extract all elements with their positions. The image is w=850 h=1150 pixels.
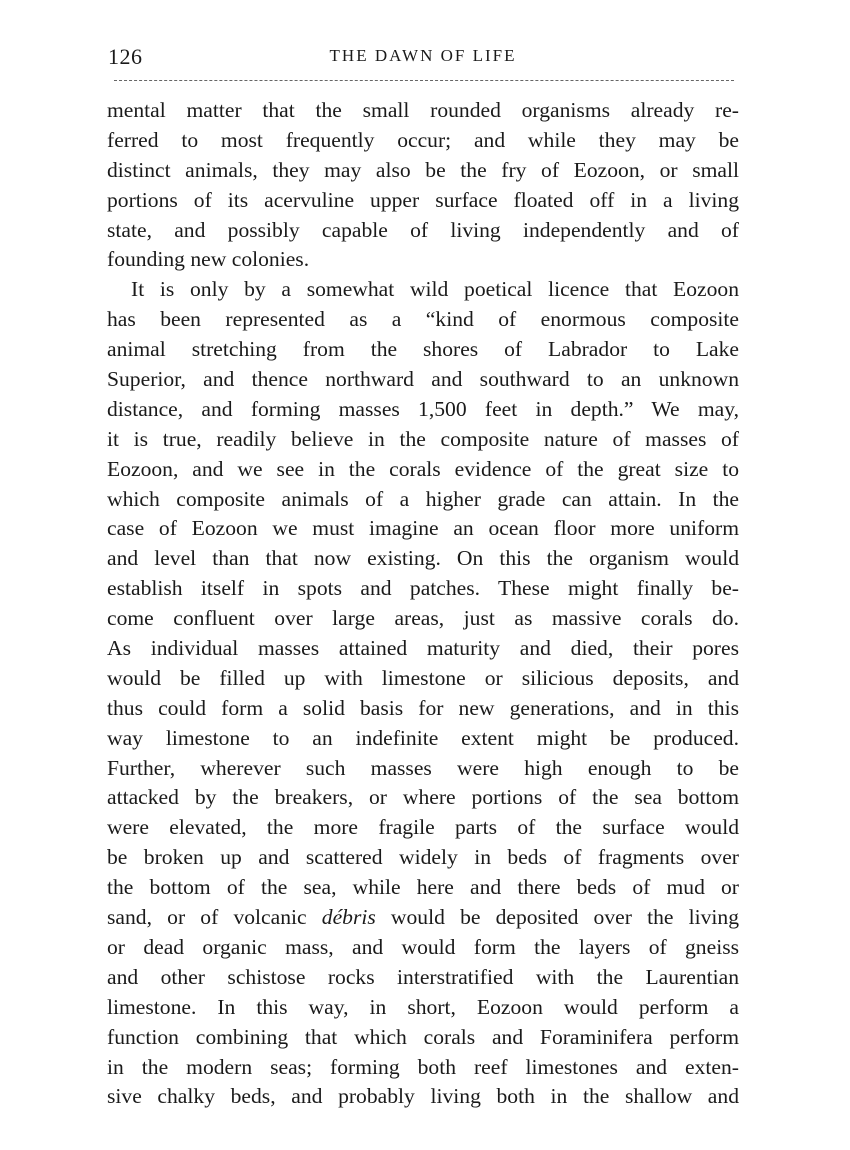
text-line: Superior, and thence northward and southward to an unknown [107, 367, 739, 392]
header-rule [114, 80, 734, 81]
text-line: come confluent over large areas, just as massive corals do. [107, 606, 739, 631]
text-line: sand, or of volcanic débris would be deposited over the living [107, 905, 739, 930]
text-line: be broken up and scattered widely in beds of fragments over [107, 845, 739, 870]
text-line: founding new colonies. [107, 247, 310, 272]
text-line: has been represented as a “kind of enormous composite [107, 307, 739, 332]
text-line: it is true, readily believe in the composite nature of masses of [107, 426, 739, 451]
text-line: distinct animals, they may also be the fry of Eozoon, or small [107, 157, 739, 182]
text-line: were elevated, the more fragile parts of the surface would [107, 815, 739, 840]
text-line: portions of its acervuline upper surface floated off in a living [107, 187, 739, 212]
text-line: would be filled up with limestone or silicious deposits, and [107, 665, 739, 690]
text-line: in the modern seas; forming both reef limestones and exten- [107, 1054, 739, 1079]
text-line: which composite animals of a higher grade can attain. In the [107, 486, 739, 511]
running-head [108, 44, 738, 74]
text-line: or dead organic mass, and would form the layers of gneiss [107, 934, 739, 959]
page-number: 126 [108, 44, 143, 69]
text-line: function combining that which corals and Foraminifera perform [107, 1024, 739, 1049]
text-line: thus could form a solid basis for new generations, and in this [107, 695, 739, 720]
paragraph [107, 275, 739, 1112]
text-line: limestone. In this way, in short, Eozoon would perform a [107, 994, 739, 1019]
text-line: distance, and forming masses 1,500 feet in depth.” We may, [107, 396, 739, 421]
body-text [107, 96, 739, 1112]
text-line: and level than that now existing. On this the organism would [107, 546, 739, 571]
text-line: and other schistose rocks interstratified with the Laurentian [107, 964, 739, 989]
text-line: the bottom of the sea, while here and there beds of mud or [107, 875, 739, 900]
text-line: Eozoon, and we see in the corals evidence of the great size to [107, 456, 739, 481]
text-line: attacked by the breakers, or where portions of the sea bottom [107, 785, 739, 810]
text-line: mental matter that the small rounded organisms already re- [107, 98, 739, 122]
text-line: way limestone to an indefinite extent might be produced. [107, 725, 739, 750]
text-line: It is only by a somewhat wild poetical licence that Eozoon [131, 277, 739, 302]
text-line: Further, wherever such masses were high enough to be [107, 755, 739, 780]
paragraph [107, 96, 739, 275]
text-line: case of Eozoon we must imagine an ocean floor more uniform [107, 516, 739, 541]
text-line: ferred to most frequently occur; and while they may be [107, 127, 739, 152]
text-line: sive chalky beds, and probably living both in the shallow and [107, 1084, 739, 1109]
text-line: establish itself in spots and patches. These might finally be- [107, 576, 739, 601]
running-title: THE DAWN OF LIFE [329, 46, 517, 65]
text-line: animal stretching from the shores of Labrador to Lake [107, 337, 739, 362]
text-line: As individual masses attained maturity and died, their pores [107, 636, 739, 661]
text-line: state, and possibly capable of living independently and of [107, 217, 739, 242]
